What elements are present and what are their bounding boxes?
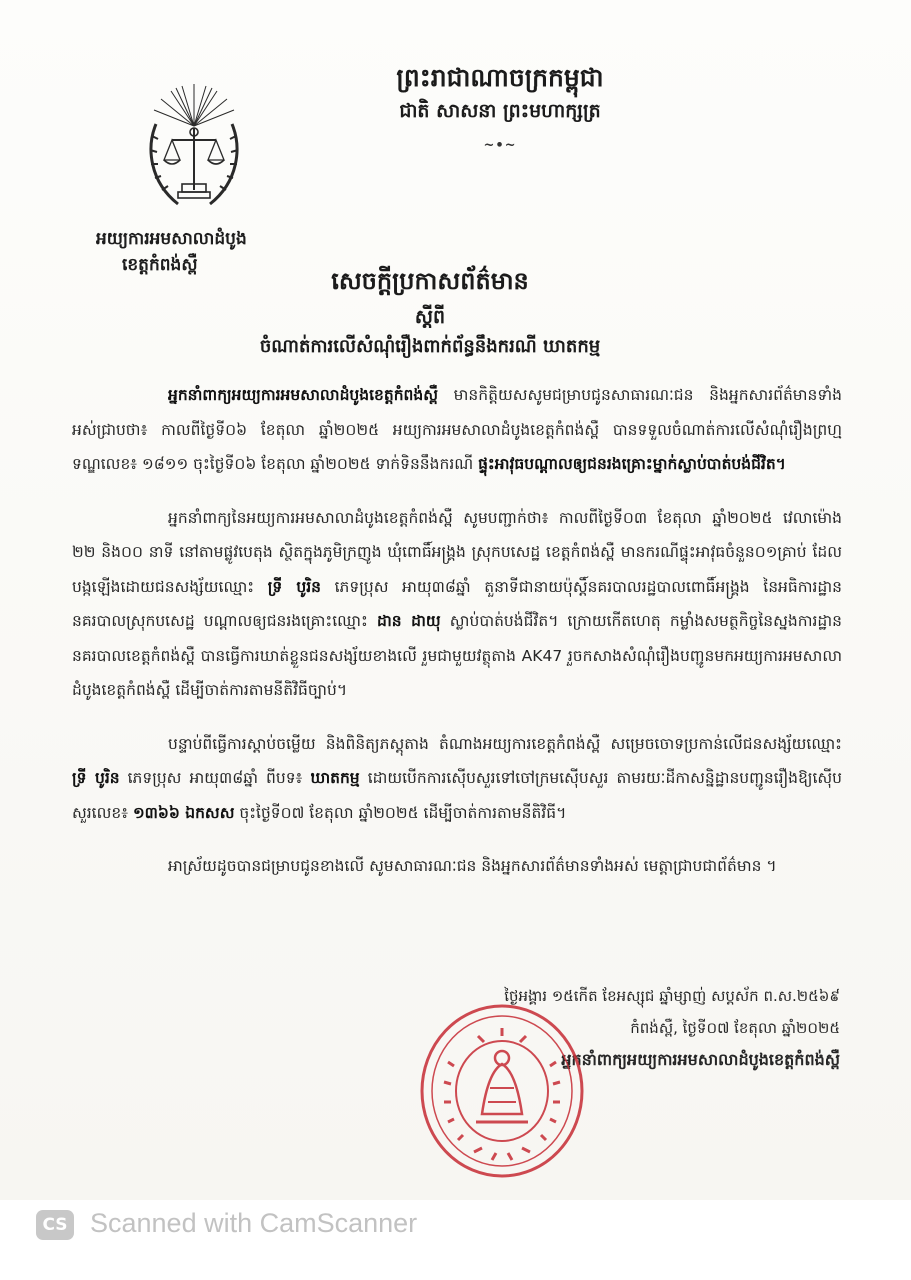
issuing-office-line2: ខេត្តកំពង់ស្ពឺ	[122, 255, 198, 275]
paragraph-2	[72, 501, 842, 708]
document-about: ស្តីពី	[414, 306, 446, 328]
paragraph-3-text-b: ភេទប្រុស អាយុ៣៨ឆ្នាំ ពីបទ៖	[119, 769, 311, 787]
paragraph-2-text-b: ភេទប្រុស អាយុ៣៨ឆ្នាំ តួនាទីជានាយប៉ុស្តិ៍នគរបាលរដ្ឋបាលពោធិ៍អង្គ្រង នៃអធិការដ្ឋាននគរបាលស្រុកបសេដ្ឋ បណ្តាលឲ្យជនរងគ្រោះឈ្មោះ	[72, 577, 842, 630]
camscanner-logo-icon: CS	[36, 1210, 74, 1240]
paragraph-4: អាស្រ័យដូចបានជម្រាបជូនខាងលើ សូមសាធារណៈជន និងអ្នកសារព័ត៌មានទាំងអស់ មេត្តាជ្រាបជាព័ត៌មាន ។	[168, 857, 777, 875]
kingdom-name: ព្រះរាជាណាចក្រកម្ពុជា	[396, 63, 604, 92]
issuing-office-line1: អយ្យការអមសាលាដំបូង	[96, 229, 247, 249]
national-motto: ជាតិ សាសនា ព្រះមហាក្សត្រ	[399, 100, 601, 122]
paragraph-3-text-d: ចុះថ្ងៃទី០៧ ខែតុលា ឆ្នាំ២០២៥ ដើម្បីចាត់ការតាមនីតិវិធី។	[234, 803, 567, 822]
official-seal-icon	[418, 1002, 586, 1180]
document-title-block	[150, 262, 710, 362]
scanner-watermark-text: Scanned with CamScanner	[90, 1208, 418, 1238]
paragraph-1-text: មានកិត្តិយសសូមជម្រាបជូនសាធារណៈជន និងអ្នកសារព័ត៌មានទាំងអស់ជ្រាបថា៖ កាលពីថ្ងៃទី០៦ ខែតុលា ឆ្នាំ២០២៥ អយ្យការអមសាលាដំបូងខេត្តកំពង់ស្ពឺ បានទទួលចំណាត់ការលើសំណុំរឿងព្រហ្មទណ្ឌលេខ៖ ១៨១១ ចុះថ្ងៃទី០៦ ខែតុលា ឆ្នាំ២០២៥ ទាក់ទិននឹងករណី	[72, 386, 842, 473]
suspect-name: ទ្រី បូរិន	[267, 577, 321, 596]
charge: ឃាតកម្ម	[310, 769, 360, 787]
paragraph-2-text-c: ស្លាប់បាត់បង់ជីវិត។ ក្រោយកើតហេតុ កម្លាំងសមត្ថកិច្ចនៃស្នងការដ្ឋាននគរបាលខេត្តកំពង់ស្ពឺ បានធ្វើការឃាត់ខ្លួនជនសង្ស័យខាងលើ រួមជាមួយវត្ថុតាង AK47 រួចកសាងសំណុំរឿងបញ្ជូនមកអយ្យការអមសាលាដំបូងខេត្តកំពង់ស្ពឺ ដើម្បីចាត់ការតាមនីតិវិធីច្បាប់។	[72, 612, 843, 699]
paragraph-3-text-c: ដោយបើកការស៊ើបសួរទៅចៅក្រមស៊ើបសួរ តាមរយៈដីកាសន្និដ្ឋានបញ្ជូនរឿងឱ្យស៊ើបសួរលេខ៖	[72, 769, 842, 822]
paragraph-2-text-a: អ្នកនាំពាក្យនៃអយ្យការអមសាលាដំបូងខេត្តកំពង់ស្ពឺ សូមបញ្ជាក់ថា៖ កាលពីថ្ងៃទី០៣ ខែតុលា ឆ្នាំ២០២៥ វេលាម៉ោង ២២ និង០០ នាទី នៅតាមផ្លូវបេតុង ស្ថិតក្នុងភូមិក្រញូង ឃុំពោធិ៍អង្គ្រង ស្រុកបសេដ្ឋ ខេត្តកំពង់ស្ពឺ មានករណីផ្ទុះអាវុធចំនួន០១គ្រាប់ ដែលបង្កឡើងដោយជនសង្ស័យឈ្មោះ	[72, 508, 842, 596]
court-emblem-icon	[138, 78, 250, 218]
kingdom-header	[290, 60, 710, 153]
document-title: សេចក្តីប្រកាសព័ត៌មាន	[331, 266, 529, 295]
document-body	[72, 378, 842, 903]
victim-name: ដាន ដាយុ	[376, 612, 441, 630]
incident-summary: ផ្ទុះអាវុធបណ្តាលឲ្យជនរងគ្រោះម្នាក់ស្លាប់បាត់បង់ជីវិត។	[478, 455, 786, 473]
place-date: កំពង់ស្ពឺ, ថ្ងៃទី០៧ ខែតុលា ឆ្នាំ២០២៥	[630, 1019, 840, 1037]
paragraph-3-text-a: បន្ទាប់ពីធ្វើការស្តាប់ចម្លើយ និងពិនិត្យភស្តុតាង តំណាងអយ្យការខេត្តកំពង់ស្ពឺ សម្រេចចោទប្រកាន់លើជនសង្ស័យឈ្មោះ	[168, 734, 842, 753]
spokesperson-lead: អ្នកនាំពាក្យអយ្យការអមសាលាដំបូងខេត្តកំពង់ស្ពឺ	[168, 386, 438, 404]
referral-number: ១៣៦៦ ឯកសស	[132, 803, 235, 822]
paragraph-3	[72, 727, 842, 831]
suspect-name-2: ទ្រី បូរិន	[72, 769, 120, 787]
signer-title: អ្នកនាំពាក្យអយ្យការអមសាលាដំបូងខេត្តកំពង់ស្ពឺ	[561, 1050, 840, 1069]
paragraph-1	[72, 378, 842, 482]
lunar-date: ថ្ងៃអង្គារ ១៥កើត ខែអស្សុជ ឆ្នាំម្សាញ់ សប្តស័ក ព.ស.២៥៦៩	[504, 987, 840, 1005]
ornament-divider: ~•~	[483, 138, 517, 153]
document-subject: ចំណាត់ការលើសំណុំរឿងពាក់ព័ន្ធនឹងករណី ឃាតកម្ម	[259, 336, 601, 357]
